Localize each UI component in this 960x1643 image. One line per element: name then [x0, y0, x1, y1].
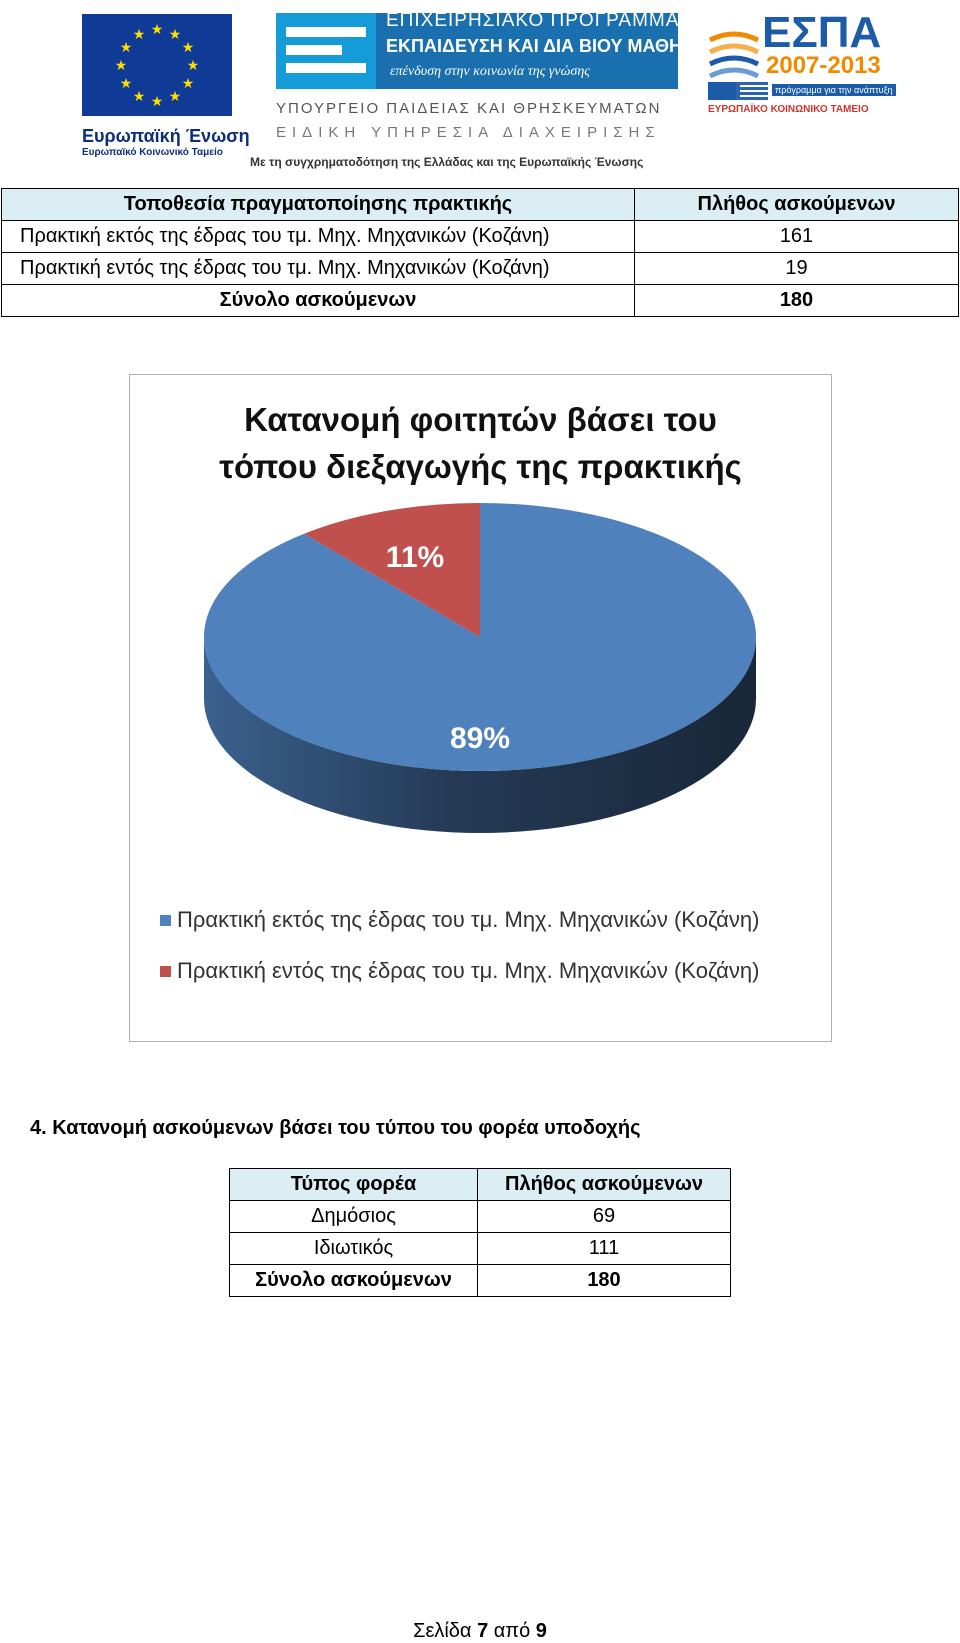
cofund-note: Με τη συγχρηματοδότηση της Ελλάδας και της Ευρωπαϊκής Ένωσης: [250, 155, 644, 169]
table-cell: Ιδιωτικός: [230, 1233, 478, 1265]
legend-item: [160, 958, 759, 984]
eu-flag-logo: [82, 14, 232, 116]
svg-text:★: ★: [114, 58, 128, 74]
chart-title-line1: Κατανομή φοιτητών βάσει του: [244, 401, 717, 438]
legend-swatch: [160, 915, 171, 926]
table-header-row: [230, 1169, 731, 1201]
table-row: [2, 253, 959, 285]
table-header-cell: Τοποθεσία πραγματοποίησης πρακτικής: [2, 189, 635, 221]
svg-text:★: ★: [150, 94, 164, 110]
table-total-row: [2, 285, 959, 317]
espa-waves-icon: [708, 26, 760, 78]
legend-label: Πρακτική εκτός της έδρας του τμ. Μηχ. Μηχανικών (Κοζάνη): [177, 907, 760, 932]
op-title-line2: ΕΚΠΑΙΔΕΥΣΗ ΚΑΙ ΔΙΑ ΒΙΟΥ ΜΑΘΗΣΗ: [386, 36, 706, 56]
svg-text:★: ★: [119, 76, 133, 92]
svg-text:★: ★: [186, 58, 200, 74]
page-footer: [0, 1620, 960, 1643]
table-cell: 161: [635, 221, 959, 253]
legend-item: [160, 907, 759, 933]
total-value: 180: [635, 285, 959, 317]
svg-text:★: ★: [132, 89, 146, 105]
current-page: 7: [477, 1620, 489, 1642]
svg-text:★: ★: [150, 22, 164, 38]
total-label: Σύνολο ασκούμενων: [2, 285, 635, 317]
pie-data-label: 89%: [449, 722, 511, 755]
location-table: [1, 188, 959, 317]
ministry-name: ΥΠΟΥΡΓΕΙΟ ΠΑΙΔΕΙΑΣ ΚΑΙ ΘΡΗΣΚΕΥΜΑΤΩΝ: [276, 100, 662, 117]
legend-label: Πρακτική εντός της έδρας του τμ. Μηχ. Μηχανικών (Κοζάνη): [177, 958, 760, 983]
table-cell: 111: [478, 1233, 731, 1265]
footer-middle: από: [488, 1620, 536, 1642]
total-label: Σύνολο ασκούμενων: [230, 1265, 478, 1297]
table-total-row: [230, 1265, 731, 1297]
section-heading: 4. Κατανομή ασκούμενων βάσει του τύπου του φορέα υποδοχής: [30, 1117, 641, 1139]
table-header-row: [2, 189, 959, 221]
table-header-cell: Τύπος φορέα: [230, 1169, 478, 1201]
espa-years: 2007-2013: [766, 52, 881, 79]
table-cell: Δημόσιος: [230, 1201, 478, 1233]
espa-title: ΕΣΠΑ: [762, 8, 882, 57]
footer-prefix: Σελίδα: [413, 1620, 478, 1642]
op-slogan: επένδυση στην κοινωνία της γνώσης: [390, 64, 590, 79]
eu-stars-icon: [82, 14, 232, 116]
table-header-cell: Πλήθος ασκούμενων: [635, 189, 959, 221]
service-name: ΕΙΔΙΚΗ ΥΠΗΡΕΣΙΑ ΔΙΑΧΕΙΡΙΣΗΣ: [276, 124, 661, 141]
host-type-table: [229, 1168, 731, 1297]
table-row: [230, 1233, 731, 1265]
legend-swatch: [160, 966, 171, 977]
eu-name: Ευρωπαϊκή Ένωση: [82, 126, 250, 146]
chart-title-line2: τόπου διεξαγωγής της πρακτικής: [219, 448, 742, 485]
table-header-cell: Πλήθος ασκούμενων: [478, 1169, 731, 1201]
table-row: [230, 1201, 731, 1233]
svg-text:★: ★: [168, 27, 182, 43]
table-cell: Πρακτική εκτός της έδρας του τμ. Μηχ. Μηχανικών (Κοζάνη): [2, 221, 635, 253]
op-logo-icon: [276, 13, 376, 89]
eu-fund: Ευρωπαϊκό Κοινωνικό Ταμείο: [82, 147, 223, 158]
total-value: 180: [478, 1265, 731, 1297]
svg-text:★: ★: [181, 76, 195, 92]
espa-flags-icon: [708, 82, 768, 100]
table-cell: Πρακτική εντός της έδρας του τμ. Μηχ. Μηχανικών (Κοζάνη): [2, 253, 635, 285]
pie-data-label: 11%: [385, 541, 445, 574]
svg-text:★: ★: [168, 89, 182, 105]
svg-text:★: ★: [132, 27, 146, 43]
table-cell: 69: [478, 1201, 731, 1233]
total-pages: 9: [535, 1620, 547, 1642]
op-title-line1: ΕΠΙΧΕΙΡΗΣΙΑΚΟ ΠΡΟΓΡΑΜΜΑ: [386, 10, 680, 31]
svg-text:★: ★: [119, 40, 133, 56]
table-row: [2, 221, 959, 253]
table-cell: 19: [635, 253, 959, 285]
chart-title: [129, 396, 832, 490]
espa-fund: ΕΥΡΩΠΑΪΚΟ ΚΟΙΝΩΝΙΚΟ ΤΑΜΕΙΟ: [708, 104, 869, 115]
svg-text:★: ★: [181, 40, 195, 56]
espa-subtitle: πρόγραμμα για την ανάπτυξη: [772, 84, 896, 96]
